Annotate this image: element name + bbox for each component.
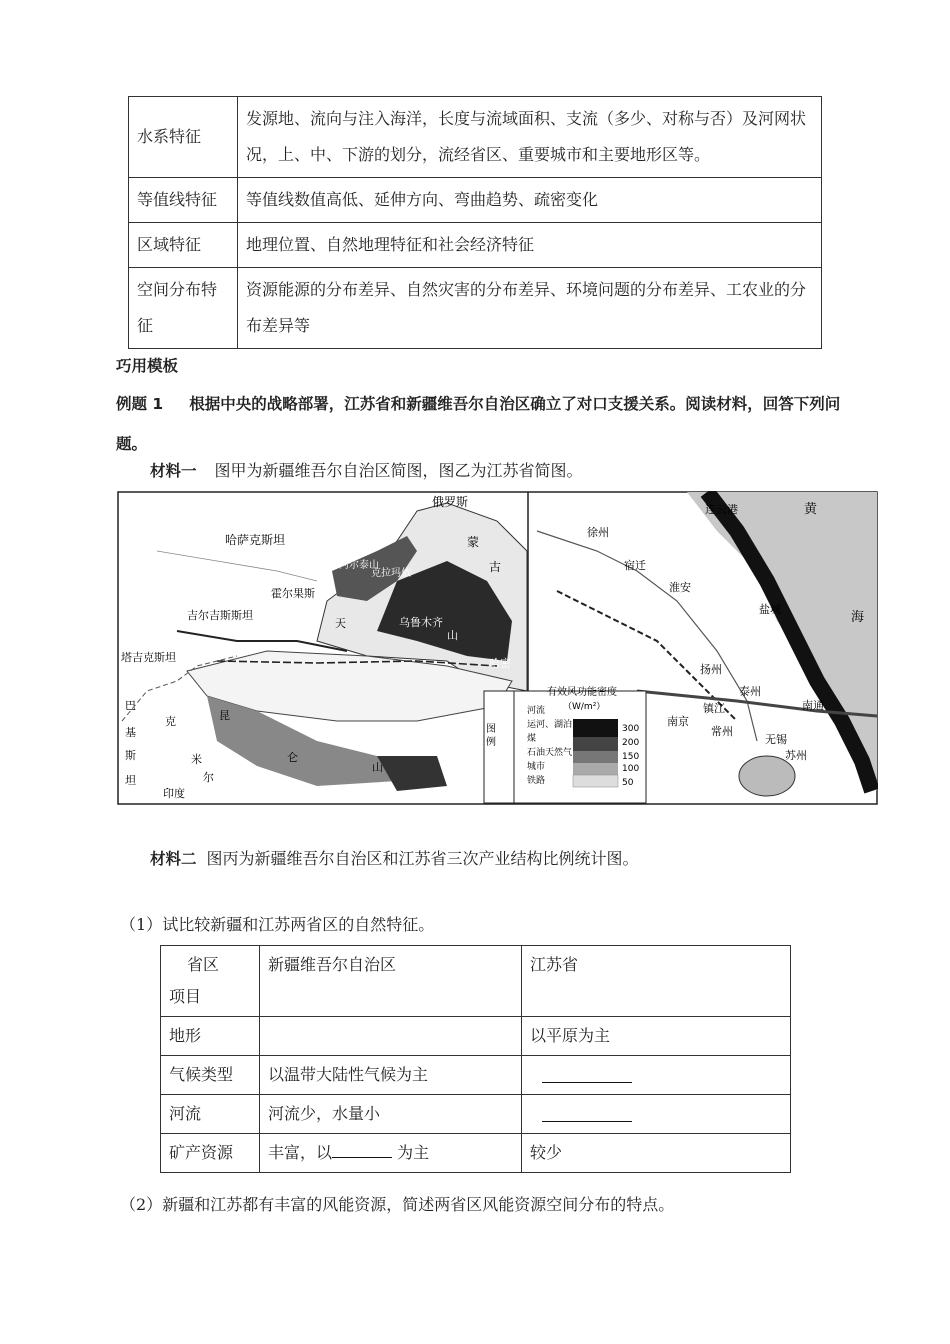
map-label: 天: [335, 617, 346, 630]
feature-value: 地理位置、自然地理特征和社会经济特征: [238, 223, 822, 268]
wind-level: 50: [622, 778, 634, 788]
legend-item: 城市: [527, 762, 546, 772]
header-corner: [161, 946, 260, 1017]
cell-xinjiang-minerals: [260, 1134, 522, 1173]
map-label: 尔: [203, 771, 214, 784]
map-label: 常州: [711, 725, 733, 738]
map-label: 镇江: [703, 702, 725, 715]
map-label: 仑: [287, 751, 298, 764]
question-two-text: 新疆和江苏都有丰富的风能资源，简述两省区风能资源空间分布的特点。: [162, 1195, 675, 1214]
legend-item: 石油天然气: [527, 748, 573, 758]
cell-xinjiang-climate: 以温带大陆性气候为主: [260, 1056, 522, 1095]
legend-item: 煤: [527, 734, 537, 744]
section-title: 巧用模板: [116, 357, 179, 375]
map-label: 米: [191, 753, 202, 766]
wind-legend-unit: （W/m²）: [563, 702, 606, 712]
row-item: 矿产资源: [161, 1134, 260, 1173]
comparison-table: [160, 945, 791, 1173]
map-label: 淮安: [669, 581, 691, 594]
map-label: 宿迁: [624, 559, 646, 572]
cell-xinjiang-rivers: 河流少，水量小: [260, 1095, 522, 1134]
header-xinjiang: 新疆维吾尔自治区: [260, 946, 522, 1017]
map-label: 哈密: [489, 657, 511, 670]
map-label: 泰州: [739, 685, 761, 698]
material-two: [150, 846, 639, 869]
feature-key: 空间分布特征: [129, 268, 238, 349]
row-item: 地形: [161, 1017, 260, 1056]
material-two-text: 图丙为新疆维吾尔自治区和江苏省三次产业结构比例统计图。: [206, 849, 639, 868]
table-row: [161, 1017, 791, 1056]
material-one-text: 图甲为新疆维吾尔自治区简图，图乙为江苏省简图。: [214, 461, 583, 480]
map-label: 山: [372, 761, 383, 774]
map-label: 山: [447, 629, 458, 642]
map-label: 俄罗斯: [432, 495, 469, 509]
feature-value: 资源能源的分布差异、自然灾害的分布差异、环境问题的分布差异、工农业的分布差异等: [238, 268, 822, 349]
answer-blank[interactable]: [542, 1068, 632, 1083]
feature-key: 水系特征: [129, 97, 238, 178]
material-two-label: 材料二: [150, 850, 197, 868]
material-one: [150, 458, 583, 481]
material-one-label: 材料一: [150, 462, 197, 480]
map-label: 连云港: [705, 503, 738, 516]
example-text: 根据中央的战略部署，江苏省和新疆维吾尔自治区确立了对口支援关系。阅读材料，回答下列问题。: [116, 395, 841, 453]
map-label: 黄: [804, 502, 818, 517]
map-label: 斯: [125, 749, 136, 762]
map-label: 乌鲁木齐: [399, 616, 443, 629]
header-corner-bottom: 项目: [169, 987, 202, 1006]
map-label: 扬州: [700, 663, 722, 676]
map-label: 阿尔泰山: [339, 560, 379, 571]
wind-level: 150: [622, 752, 640, 762]
legend-item: 运河、湖泊: [527, 720, 573, 730]
question-two: [120, 1192, 674, 1215]
cell-jiangsu-minerals: 较少: [522, 1134, 791, 1173]
map-label: 吉尔吉斯斯坦: [187, 609, 253, 622]
map-label: 徐州: [587, 526, 609, 539]
map-label: 南通: [802, 699, 824, 712]
feature-key: 区域特征: [129, 223, 238, 268]
table-row: [161, 1134, 791, 1173]
map-label: 哈萨克斯坦: [225, 533, 286, 547]
minerals-suffix: 为主: [397, 1143, 430, 1162]
map-label: 南京: [667, 715, 689, 728]
header-corner-top: 省区: [187, 955, 220, 974]
example-question: [116, 384, 846, 464]
map-label: 霍尔果斯: [271, 587, 315, 600]
map-label: 基: [125, 726, 136, 739]
map-label: 苏州: [785, 749, 807, 762]
map-label: 克拉玛依: [371, 568, 411, 579]
xinjiang-jiangsu-map: [117, 491, 878, 805]
answer-cell-jiangsu-climate[interactable]: [522, 1056, 791, 1095]
wind-legend-title: 有效风功能密度: [547, 687, 617, 698]
map-label: 印度: [163, 787, 185, 800]
map-label: 巴: [125, 699, 136, 712]
legend-title: 图 例: [483, 723, 495, 747]
map-label: 坦: [125, 774, 136, 787]
map-label: 塔吉克斯坦: [121, 651, 176, 664]
feature-value: 等值线数值高低、延伸方向、弯曲趋势、疏密变化: [238, 178, 822, 223]
map-label: 海: [851, 610, 865, 625]
cell-jiangsu-terrain: 以平原为主: [522, 1017, 791, 1056]
table-row: [161, 1056, 791, 1095]
table-header-row: [161, 946, 791, 1017]
answer-cell-xinjiang-terrain[interactable]: [260, 1017, 522, 1056]
header-jiangsu: 江苏省: [522, 946, 791, 1017]
map-label: 蒙: [467, 535, 480, 549]
table-row: [129, 178, 822, 223]
map-label: 无锡: [765, 733, 787, 746]
wind-level: 200: [622, 738, 640, 748]
table-row: [129, 97, 822, 178]
map-label: 昆: [219, 709, 230, 722]
map-label: 古: [489, 560, 502, 574]
table-row: [161, 1095, 791, 1134]
map-label: 盐城: [759, 603, 781, 616]
row-item: 河流: [161, 1095, 260, 1134]
question-one-label: （1）: [120, 915, 163, 934]
legend-item: 河流: [527, 706, 546, 716]
table-row: [129, 223, 822, 268]
row-item: 气候类型: [161, 1056, 260, 1095]
answer-blank[interactable]: [542, 1107, 632, 1122]
answer-blank[interactable]: [332, 1141, 392, 1158]
wind-level: 100: [622, 764, 640, 774]
minerals-prefix: 丰富，以: [268, 1143, 333, 1162]
example-label: 例题 1: [116, 395, 164, 413]
feature-value: 发源地、流向与注入海洋，长度与流域面积、支流（多少、对称与否）及河网状况，上、中、下游的划分，流经省区、重要城市和主要地形区等。: [238, 97, 822, 178]
question-two-label: （2）: [120, 1195, 163, 1214]
question-one: [120, 912, 434, 935]
table-row: [129, 268, 822, 349]
feature-key: 等值线特征: [129, 178, 238, 223]
answer-cell-jiangsu-rivers[interactable]: [522, 1095, 791, 1134]
question-one-text: 试比较新疆和江苏两省区的自然特征。: [162, 915, 435, 934]
wind-level: 300: [622, 724, 640, 734]
map-label: 克: [165, 715, 176, 728]
feature-table: [128, 96, 822, 349]
legend-item: 铁路: [527, 776, 546, 786]
